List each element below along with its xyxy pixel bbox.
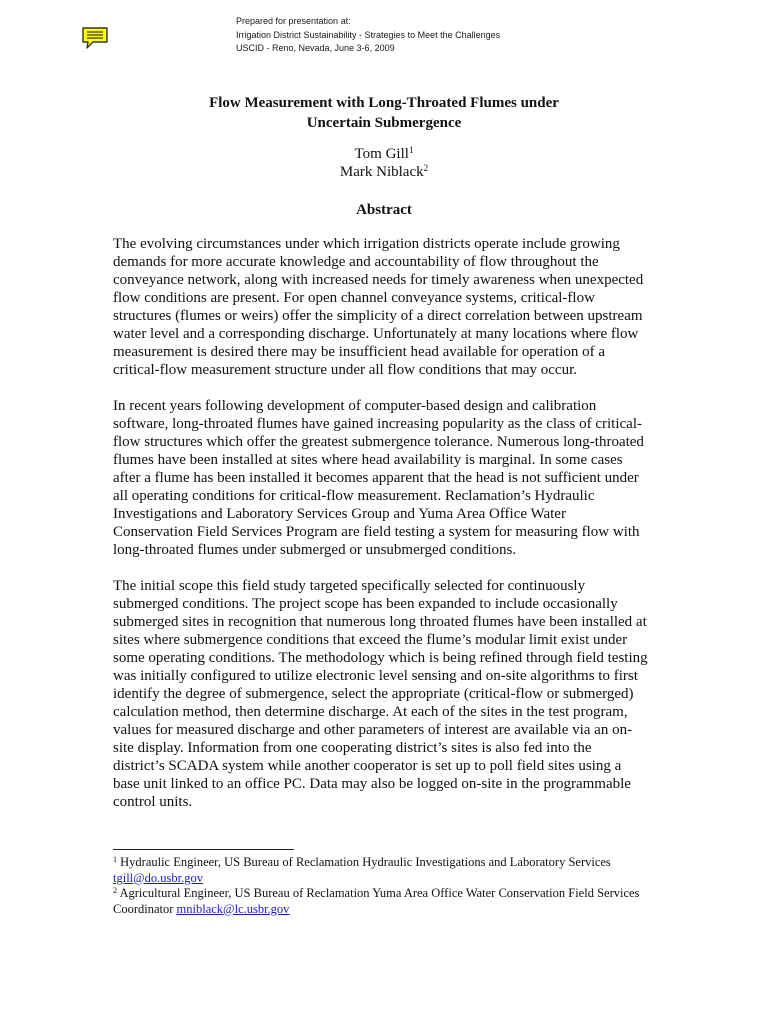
text-line: base unit linked to an office PC. Data may also be logged on-site in the programmable	[113, 776, 631, 792]
text-line: software, long-throated flumes have gained increasing popularity as the class of critical-	[113, 416, 642, 432]
email-link[interactable]: tgill@do.usbr.gov	[113, 870, 203, 885]
footnote-text: Hydraulic Engineer, US Bureau of Reclamation Hydraulic Investigations and Laboratory Services	[120, 855, 611, 869]
text-line: conveyance network, along with increased needs for timely awareness when unexpected	[113, 272, 644, 288]
text-line: control units.	[113, 794, 193, 810]
header-line: USCID - Reno, Nevada, June 3-6, 2009	[236, 43, 395, 53]
footnote-mark: 1	[113, 855, 117, 864]
email-link[interactable]: mniblack@lc.usbr.gov	[176, 901, 290, 916]
footnote-1-email-line	[113, 871, 673, 887]
abstract-heading: Abstract	[356, 202, 412, 218]
comment-note-icon[interactable]	[81, 26, 109, 50]
text-line: long-throated flumes under submerged or unsubmerged conditions.	[113, 542, 517, 558]
author	[0, 145, 768, 163]
text-line: Conservation Field Services Program are field testing a system for measuring flow with	[113, 524, 640, 540]
text-line: calculation method, then determine discharge. At each of the sites in the test program,	[113, 704, 628, 720]
conference-header	[236, 15, 500, 56]
author-name: Mark Niblack	[339, 164, 424, 180]
text-line: all operating conditions for critical-flow measurement. Reclamation’s Hydraulic	[113, 488, 595, 504]
footnote-2-continued	[113, 902, 673, 918]
footnote-text: Coordinator	[113, 901, 174, 916]
text-line: district’s SCADA system while another cooperator is set up to poll field sites using a	[113, 758, 622, 774]
author	[0, 163, 768, 181]
text-line: structures (flumes or weirs) offer the simplicity of a direct correlation between upstream	[113, 308, 643, 324]
text-line: site display. Information from one cooperating district’s sites is also fed into the	[113, 740, 592, 756]
abstract-body	[113, 235, 673, 829]
text-line: sites where submergence conditions that exceed the flume’s modular limit exist under	[113, 632, 628, 648]
header-line: Prepared for presentation at:	[236, 16, 351, 26]
text-line: demands for more accurate knowledge and accountability of flow throughout the	[113, 254, 599, 270]
footnotes	[113, 855, 673, 917]
text-line: submerged sites in recognition that numerous long throated flumes have been installed at	[113, 614, 647, 630]
text-line: flow structures which offer the greatest submergence tolerance. Numerous long-throated	[113, 434, 644, 450]
text-line: identify the degree of submergence, select the appropriate (critical-flow or submerged)	[113, 686, 634, 702]
text-line: some operating conditions. The methodology which is being refined through field testing	[113, 650, 648, 666]
text-line: values for measured discharge and other parameters of interest are available via an on-	[113, 722, 633, 738]
title-line: Uncertain Submergence	[306, 115, 462, 131]
author-list	[0, 145, 768, 181]
author-footnote-mark: 2	[423, 163, 429, 173]
footnote-text: Agricultural Engineer, US Bureau of Reclamation Yuma Area Office Water Conservation Field Services	[119, 886, 640, 900]
text-line: was initially configured to utilize electronic level sensing and on-site algorithms to first	[113, 668, 638, 684]
text-line: critical-flow measurement structure under all flow conditions that may occur.	[113, 362, 578, 378]
author-footnote-mark: 1	[408, 145, 414, 155]
text-line: In recent years following development of computer-based design and calibration	[113, 398, 597, 414]
text-line: The evolving circumstances under which irrigation districts operate include growing	[113, 236, 620, 252]
paragraph	[113, 235, 673, 379]
paragraph	[113, 577, 673, 811]
text-line: Investigations and Laboratory Services Group and Yuma Area Office Water	[113, 506, 566, 522]
footnote-separator	[113, 849, 294, 850]
title-line: Flow Measurement with Long-Throated Flumes under	[209, 95, 559, 111]
footnote-2	[113, 886, 673, 902]
text-line: after a flume has been installed it becomes apparent that the head is not sufficient under	[113, 470, 639, 486]
text-line: water level and a corresponding discharge. Unfortunately at many locations where flow	[113, 326, 639, 342]
text-line: submerged conditions. The project scope has been expanded to include occasionally	[113, 596, 618, 612]
paragraph	[113, 397, 673, 559]
footnote-mark: 2	[113, 886, 117, 895]
author-name: Tom Gill	[354, 146, 409, 162]
text-line: flow conditions are present. For open channel conveyance systems, critical-flow	[113, 290, 595, 306]
text-line: flumes have been installed at sites where head availability is marginal. In some cases	[113, 452, 623, 468]
text-line: measurement is desired there may be insufficient head available for operation of a	[113, 344, 606, 360]
header-line: Irrigation District Sustainability - Strategies to Meet the Challenges	[236, 29, 501, 40]
footnote-1	[113, 855, 673, 871]
paper-title	[0, 93, 768, 133]
text-line: The initial scope this field study targeted specifically selected for continuously	[113, 578, 586, 594]
